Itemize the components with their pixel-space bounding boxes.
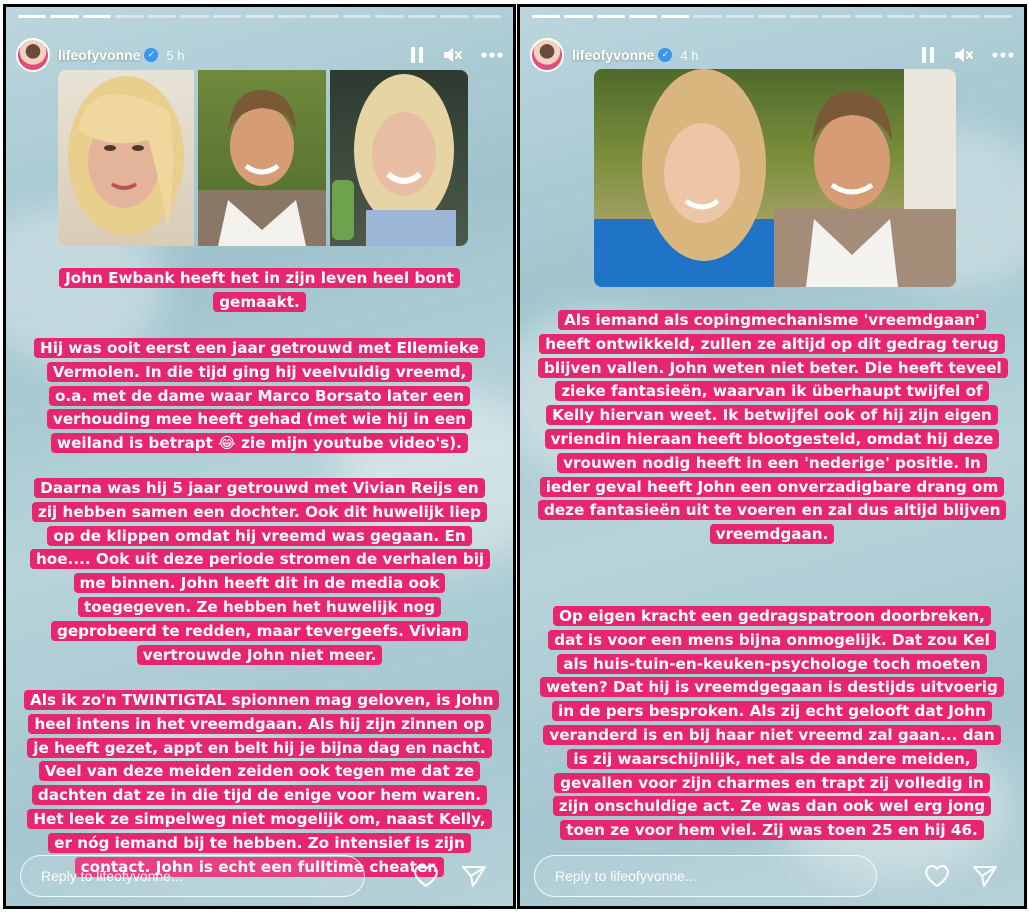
- story-paragraph: [6, 689, 513, 879]
- reply-bar: [534, 854, 1010, 898]
- progress-segment: [18, 15, 46, 18]
- paragraph-text: Als ik zo'n TWINTIGTAL spionnen mag geloven, is John heel intens in het vreemdgaan. Als hij zijn zinnen op je heeft gezet, appt en belt hij je bijna dag en nacht. Veel van deze meiden zeiden ook tegen me dat ze dachten dat ze in die tijd de enige voor hem waren. Het leek ze simpelweg niet mogelijk om, naast Kelly, er nóg iemand bij te hebben. Zo intensief is zijn contact. John is echt een fulltime cheater.: [24, 690, 499, 877]
- reply-bar: [20, 854, 499, 898]
- story-panel-left[interactable]: [3, 4, 516, 909]
- mute-icon[interactable]: [954, 46, 974, 64]
- mute-icon[interactable]: [443, 46, 463, 64]
- progress-segment: [726, 15, 754, 18]
- photo-kelly-and-john: [594, 69, 956, 287]
- progress-segment: [83, 15, 111, 18]
- photo-ellemieke: [58, 70, 194, 246]
- paragraph-text: Hij was ooit eerst een jaar getrouwd met Ellemieke Vermolen. In die tijd ging hij veelvuldig vreemd, o.a. met de dame waar Marco Borsato later een verhouding mee heeft gehad (met wie hij in een weiland is betrapt 😂 zie mijn youtube video's).: [34, 338, 485, 453]
- progress-segment: [375, 15, 403, 18]
- post-time: 4 h: [680, 47, 699, 63]
- progress-segment: [887, 15, 915, 18]
- progress-segment: [822, 15, 850, 18]
- progress-segment: [597, 15, 625, 18]
- paragraph-text: John Ewbank heeft het in zijn leven heel bont gemaakt.: [59, 268, 460, 312]
- story-paragraph: [6, 267, 513, 315]
- story-paragraph: [520, 309, 1024, 547]
- progress-segment: [115, 15, 143, 18]
- verified-icon: ✓: [144, 48, 158, 62]
- story-panel-right[interactable]: [517, 4, 1027, 909]
- pause-icon[interactable]: [409, 46, 425, 64]
- avatar[interactable]: [530, 38, 564, 72]
- progress-segment: [661, 15, 689, 18]
- pause-icon[interactable]: [920, 46, 936, 64]
- photo-vivian: [330, 70, 468, 246]
- photo-collage: [58, 70, 468, 246]
- more-icon[interactable]: [992, 52, 1014, 58]
- more-icon[interactable]: [481, 52, 503, 58]
- avatar[interactable]: [16, 38, 50, 72]
- progress-segment: [693, 15, 721, 18]
- progress-segment: [919, 15, 947, 18]
- story-progress-bar: [18, 15, 501, 18]
- progress-segment: [213, 15, 241, 18]
- verified-icon: ✓: [658, 48, 672, 62]
- story-paragraph: [6, 337, 513, 456]
- progress-segment: [473, 15, 501, 18]
- progress-segment: [951, 15, 979, 18]
- progress-segment: [310, 15, 338, 18]
- story-paragraph: [520, 605, 1024, 843]
- progress-segment: [629, 15, 657, 18]
- story-header: [16, 37, 503, 73]
- progress-segment: [564, 15, 592, 18]
- progress-segment: [408, 15, 436, 18]
- story-header: [530, 37, 1014, 73]
- progress-segment: [790, 15, 818, 18]
- username[interactable]: lifeofyvonne: [572, 47, 655, 63]
- reply-input[interactable]: [20, 855, 365, 897]
- heart-icon[interactable]: [413, 864, 439, 888]
- progress-segment: [758, 15, 786, 18]
- story-progress-bar: [532, 15, 1012, 18]
- progress-segment: [50, 15, 78, 18]
- story-paragraph: [6, 477, 513, 667]
- progress-segment: [343, 15, 371, 18]
- progress-segment: [532, 15, 560, 18]
- progress-segment: [148, 15, 176, 18]
- photo-john: [198, 70, 326, 246]
- paragraph-text: Daarna was hij 5 jaar getrouwd met Vivian Reijs en zij hebben samen een dochter. Ook dit huwelijk liep op de klippen omdat hij vreemd was gegaan. En hoe.... Ook uit deze periode stromen de verhalen bij me binnen. John heeft dit in de media ook toegegeven. Ze hebben het huwelijk nog geprobeerd te redden, maar tevergeefs. Vivian vertrouwde John niet meer.: [30, 478, 490, 665]
- send-icon[interactable]: [461, 864, 487, 888]
- progress-segment: [245, 15, 273, 18]
- heart-icon[interactable]: [924, 864, 950, 888]
- send-icon[interactable]: [972, 864, 998, 888]
- progress-segment: [278, 15, 306, 18]
- progress-segment: [440, 15, 468, 18]
- progress-segment: [855, 15, 883, 18]
- progress-segment: [180, 15, 208, 18]
- progress-segment: [984, 15, 1012, 18]
- paragraph-text: Als iemand als copingmechanisme 'vreemdgaan' heeft ontwikkeld, zullen ze altijd op dit gedrag terug blijven vallen. John weten niet beter. Die heeft teveel zieke fantasieën, waarvan ik überhaupt twijfel of Kelly hiervan weet. Ik betwijfel ook of hij zijn eigen vriendin hieraan heeft blootgesteld, omdat hij deze vrouwen nodig heeft in een 'nederige' positie. In ieder geval heeft John een onverzadigbare drang om deze fantasieën uit te voeren en zal dus altijd blijven vreemdgaan.: [538, 310, 1008, 544]
- reply-input[interactable]: [534, 855, 877, 897]
- post-time: 5 h: [166, 47, 185, 63]
- username[interactable]: lifeofyvonne: [58, 47, 141, 63]
- paragraph-text: Op eigen kracht een gedragspatroon doorbreken, dat is voor een mens bijna onmogelijk. Dat zou Kel als huis-tuin-en-keuken-psychologe toch moeten weten? Dat hij is vreemdgegaan is destijds uitvoerig in de pers besproken. Als zij echt gelooft dat John veranderd is en bij haar niet vreemd zal gaan... dan is zij waarschijnlijk, net als de andere meiden, gevallen voor zijn charmes en trapt zij volledig in zijn onschuldige act. Ze was dan ook wel erg jong toen ze voor hem viel. Zij was toen 25 en hij 46.: [540, 606, 1004, 840]
